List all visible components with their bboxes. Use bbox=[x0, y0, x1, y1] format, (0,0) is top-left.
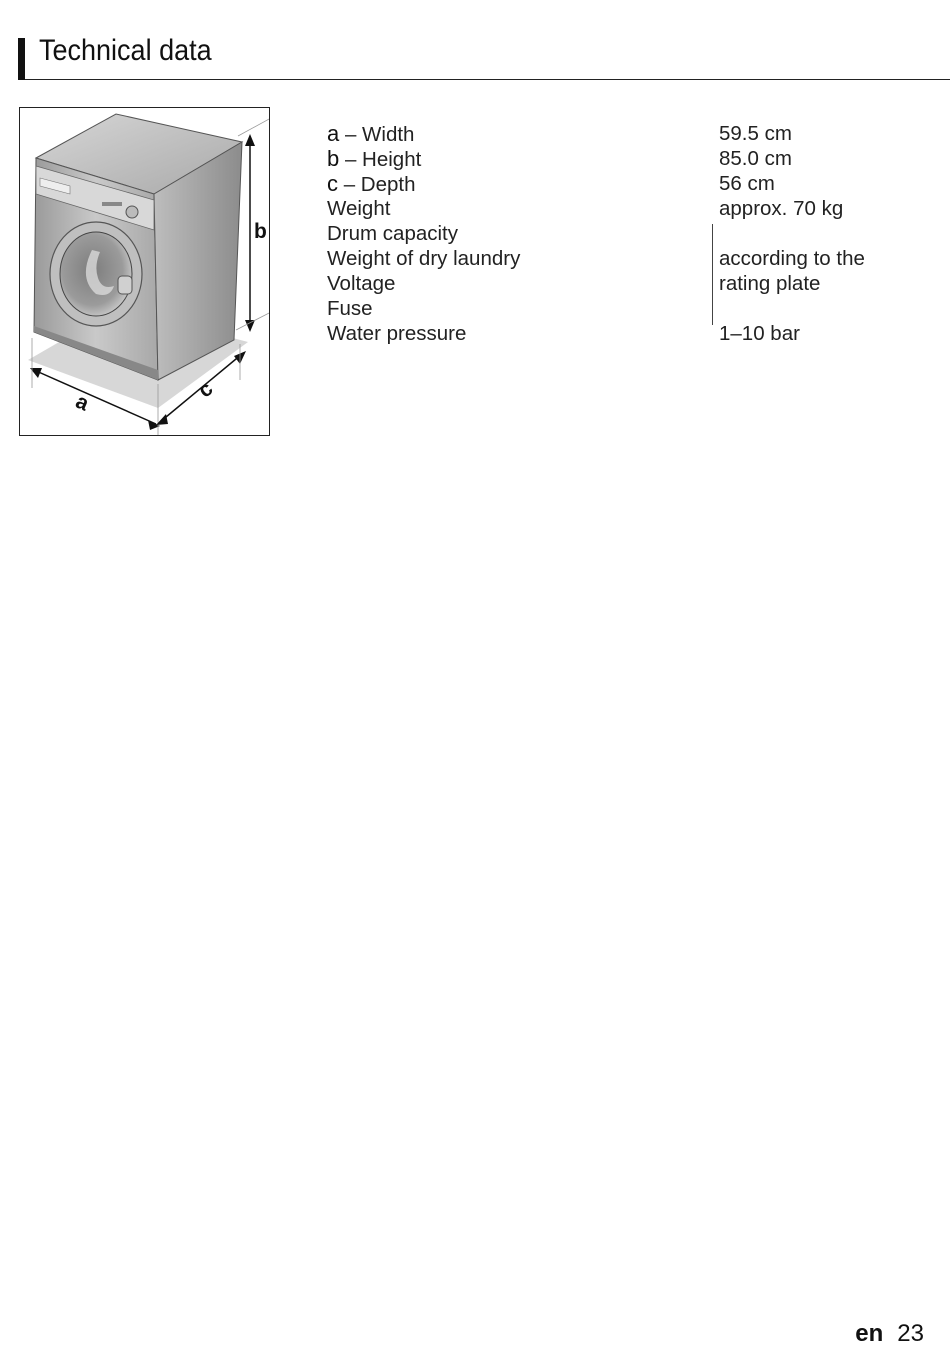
dimension-a-label: a bbox=[72, 389, 93, 416]
spec-value: 85.0 cm bbox=[719, 147, 792, 170]
spec-row bbox=[327, 121, 927, 146]
spec-value: approx. 70 kg bbox=[719, 197, 844, 220]
section-heading-bar bbox=[18, 38, 25, 80]
spec-label bbox=[327, 121, 414, 147]
spec-row bbox=[327, 221, 927, 246]
spec-row bbox=[327, 246, 927, 271]
spec-row bbox=[327, 271, 927, 296]
spec-label bbox=[327, 271, 395, 296]
spec-value: 56 cm bbox=[719, 172, 775, 195]
door-handle bbox=[118, 276, 132, 294]
spec-label bbox=[327, 171, 416, 197]
spec-value: 59.5 cm bbox=[719, 122, 792, 145]
page-footer bbox=[855, 1320, 924, 1348]
spec-label bbox=[327, 221, 458, 246]
spec-label bbox=[327, 246, 520, 271]
spec-value: according to the bbox=[719, 247, 865, 270]
spec-label-text: – Width bbox=[339, 123, 415, 146]
spec-value: 1–10 bar bbox=[719, 322, 800, 345]
spec-dimension-letter: c bbox=[327, 171, 338, 196]
program-knob bbox=[126, 206, 138, 218]
spec-label-text: – Depth bbox=[338, 173, 416, 196]
spec-label bbox=[327, 321, 466, 346]
section-title: Technical data bbox=[39, 34, 212, 67]
specifications-list bbox=[327, 121, 927, 346]
spec-label bbox=[327, 196, 390, 221]
panel-buttons bbox=[102, 202, 122, 206]
spec-row bbox=[327, 321, 927, 346]
page-number: 23 bbox=[897, 1320, 924, 1347]
dimension-b-arrow-top bbox=[245, 134, 255, 146]
spec-dimension-letter: b bbox=[327, 146, 340, 171]
grouping-line bbox=[712, 224, 713, 325]
spec-dimension-letter: a bbox=[327, 121, 340, 146]
dimension-c-label: c bbox=[193, 377, 218, 403]
spec-label-text: Drum capacity bbox=[327, 222, 459, 245]
dimension-b-arrow-bottom bbox=[245, 320, 255, 332]
spec-row bbox=[327, 196, 927, 221]
spec-label-text: – Height bbox=[339, 148, 422, 171]
language-code: en bbox=[855, 1320, 884, 1347]
spec-label-text: Weight bbox=[327, 197, 391, 220]
washing-machine-dimensions-figure bbox=[19, 107, 270, 436]
spec-label-text: Weight of dry laundry bbox=[327, 247, 521, 270]
spec-row bbox=[327, 146, 927, 171]
spec-row bbox=[327, 296, 927, 321]
washing-machine-illustration bbox=[20, 108, 270, 436]
spec-label-text: Water pressure bbox=[327, 322, 467, 345]
spec-label-text: Fuse bbox=[327, 297, 373, 320]
spec-row bbox=[327, 171, 927, 196]
dimension-b-label: b bbox=[254, 220, 267, 243]
spec-label bbox=[327, 296, 373, 321]
spec-label bbox=[327, 146, 421, 172]
spec-value: rating plate bbox=[719, 272, 821, 295]
heading-divider bbox=[25, 79, 950, 80]
spec-label-text: Voltage bbox=[327, 272, 396, 295]
